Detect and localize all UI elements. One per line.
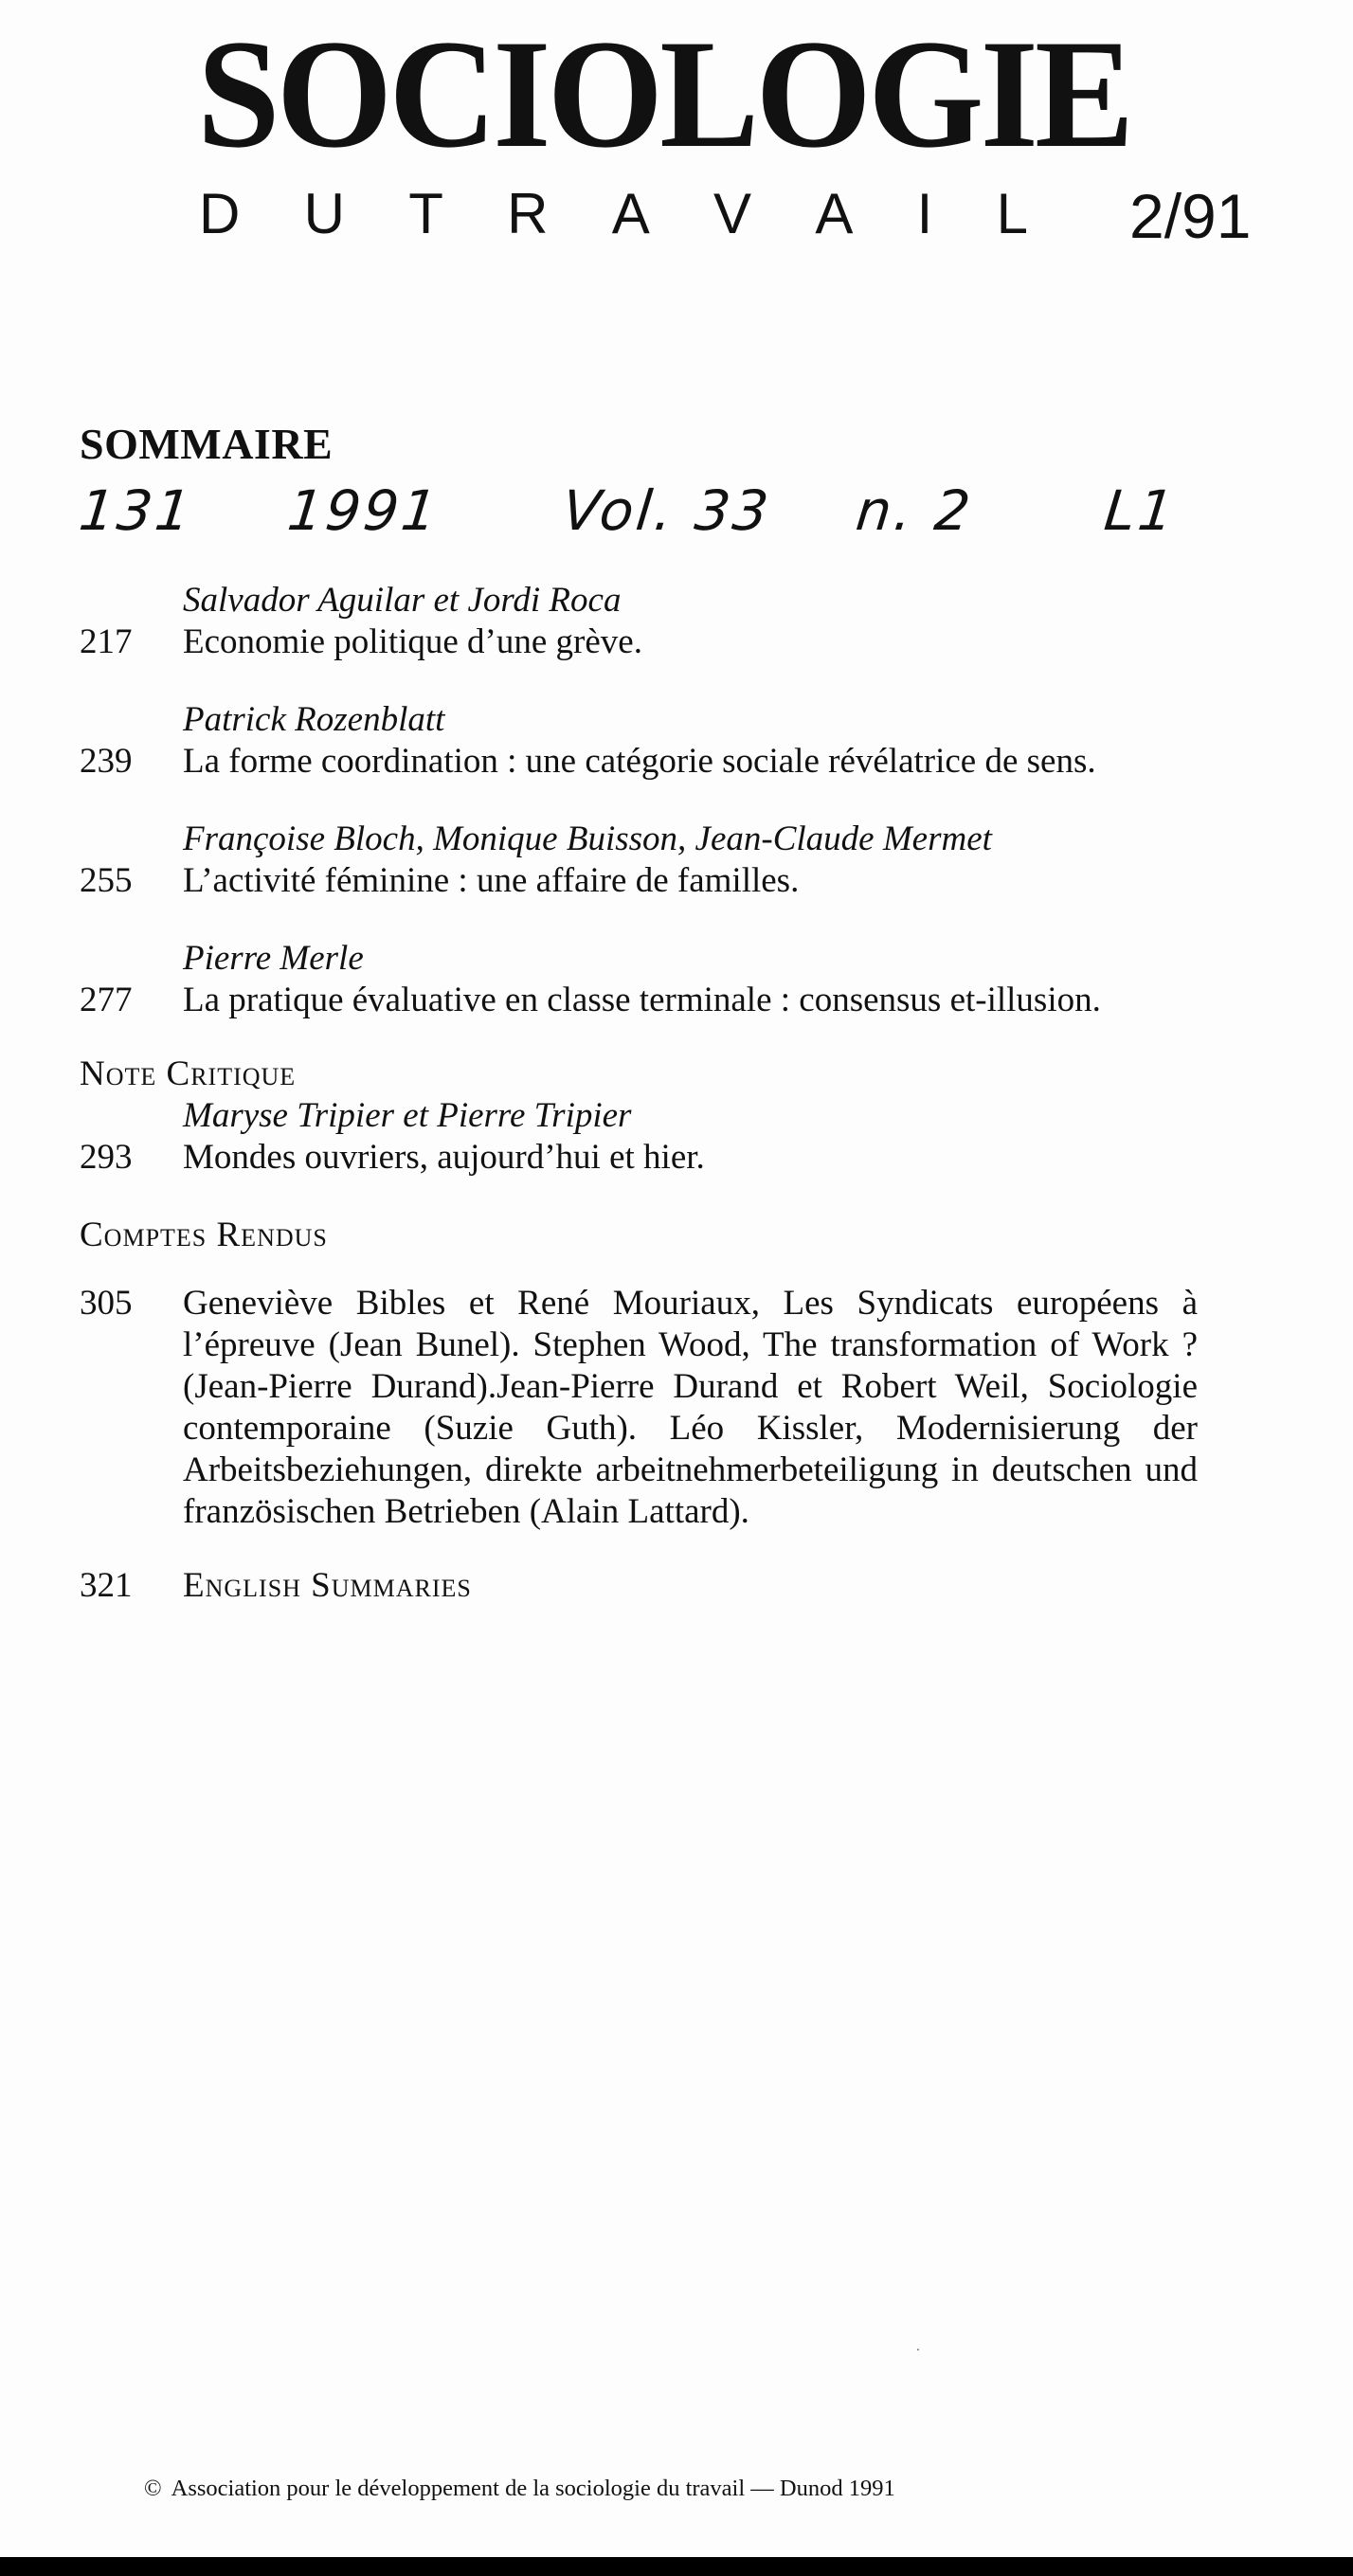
handwritten-part: L1 [1101,478,1180,543]
note-critique-title: Mondes ouvriers, aujourd’hui et hier. [183,1138,705,1177]
scan-border [0,2557,1353,2576]
article-authors: Françoise Bloch, Monique Buisson, Jean-Claude Mermet [183,820,992,858]
table-of-contents [80,580,1198,1643]
english-summaries-page-number: 321 [80,1566,133,1605]
subtitle-letter: L [996,182,1028,245]
handwritten-catalog-note [76,478,1198,551]
english-summaries-entry [80,1565,1198,1607]
article-authors: Pierre Merle [183,939,364,978]
note-critique-title-row [80,1137,1198,1179]
issue-number: 2/91 [1129,181,1252,251]
journal-subtitle [199,182,1028,245]
note-critique-authors: Maryse Tripier et Pierre Tripier [183,1096,632,1135]
article-page-number: 217 [80,622,133,661]
footer-text: Association pour le développement de la sociologie du travail — Dunod 1991 [171,2476,895,2501]
article-entry [80,819,1198,902]
handwritten-part: 1991 [284,478,443,543]
footer-copyright [144,2477,895,2501]
subtitle-letter: D [199,182,241,245]
comptes-rendus-page-number: 305 [80,1284,133,1323]
english-summaries-label: English Summaries [183,1566,472,1605]
sommaire-heading: SOMMAIRE [80,420,334,468]
handwritten-part: Vol. 33 [559,478,775,543]
journal-title: SOCIOLOGIE [197,9,1131,180]
comptes-rendus-entry [80,1283,1198,1533]
article-title-row [80,741,1198,783]
section-label-note-critique: Note Critique [80,1054,297,1093]
subtitle-letter: R [507,182,549,245]
article-title: Economie politique d’une grève. [183,622,642,661]
article-title: L’activité féminine : une affaire de familles. [183,861,800,900]
article-title: La pratique évaluative en classe terminale : consensus et-illusion. [183,981,1101,1019]
section-label-comptes-rendus: Comptes Rendus [80,1216,328,1254]
article-authors: Salvador Aguilar et Jordi Roca [183,581,622,620]
comptes-rendus-text: Geneviève Bibles et René Mouriaux, Les Syndicats européens à l’épreuve (Jean Bunel). Stephen Wood, The transformation of Work ? (Jean-Pierre Durand).Jean-Pierre Durand et Robert Weil, Sociologie contemporaine (Suzie Guth). Léo Kissler, Modernisierung der Arbeitsbeziehungen, direkte arbeitnehmerbeteiligung in deutschen und französischen Betrieben (Alain Lattard). [183,1284,1198,1531]
subtitle-letter: U [303,182,345,245]
note-critique-entry [80,1095,1198,1179]
note-critique-page-number: 293 [80,1138,133,1177]
subtitle-letter: I [916,182,933,245]
article-title-row [80,860,1198,902]
article-entry [80,699,1198,783]
article-page-number: 277 [80,981,133,1019]
article-page-number: 255 [80,861,133,900]
article-title-row [80,621,1198,663]
article-entry [80,580,1198,663]
article-authors: Patrick Rozenblatt [183,700,445,739]
english-summaries-row [80,1565,1198,1607]
handwritten-part: n. 2 [853,478,977,543]
comptes-rendus-row [80,1283,1198,1533]
article-title-row [80,980,1198,1021]
scan-speck: · [912,2339,923,2360]
subtitle-letter: A [815,182,854,245]
article-entry [80,938,1198,1021]
copyright-icon: © [144,2476,162,2501]
subtitle-letter: V [713,182,752,245]
subtitle-letter: A [611,182,650,245]
subtitle-letter: T [408,182,443,245]
article-title: La forme coordination : une catégorie sociale révélatrice de sens. [183,742,1096,781]
handwritten-part: 131 [76,478,197,543]
article-page-number: 239 [80,742,133,781]
